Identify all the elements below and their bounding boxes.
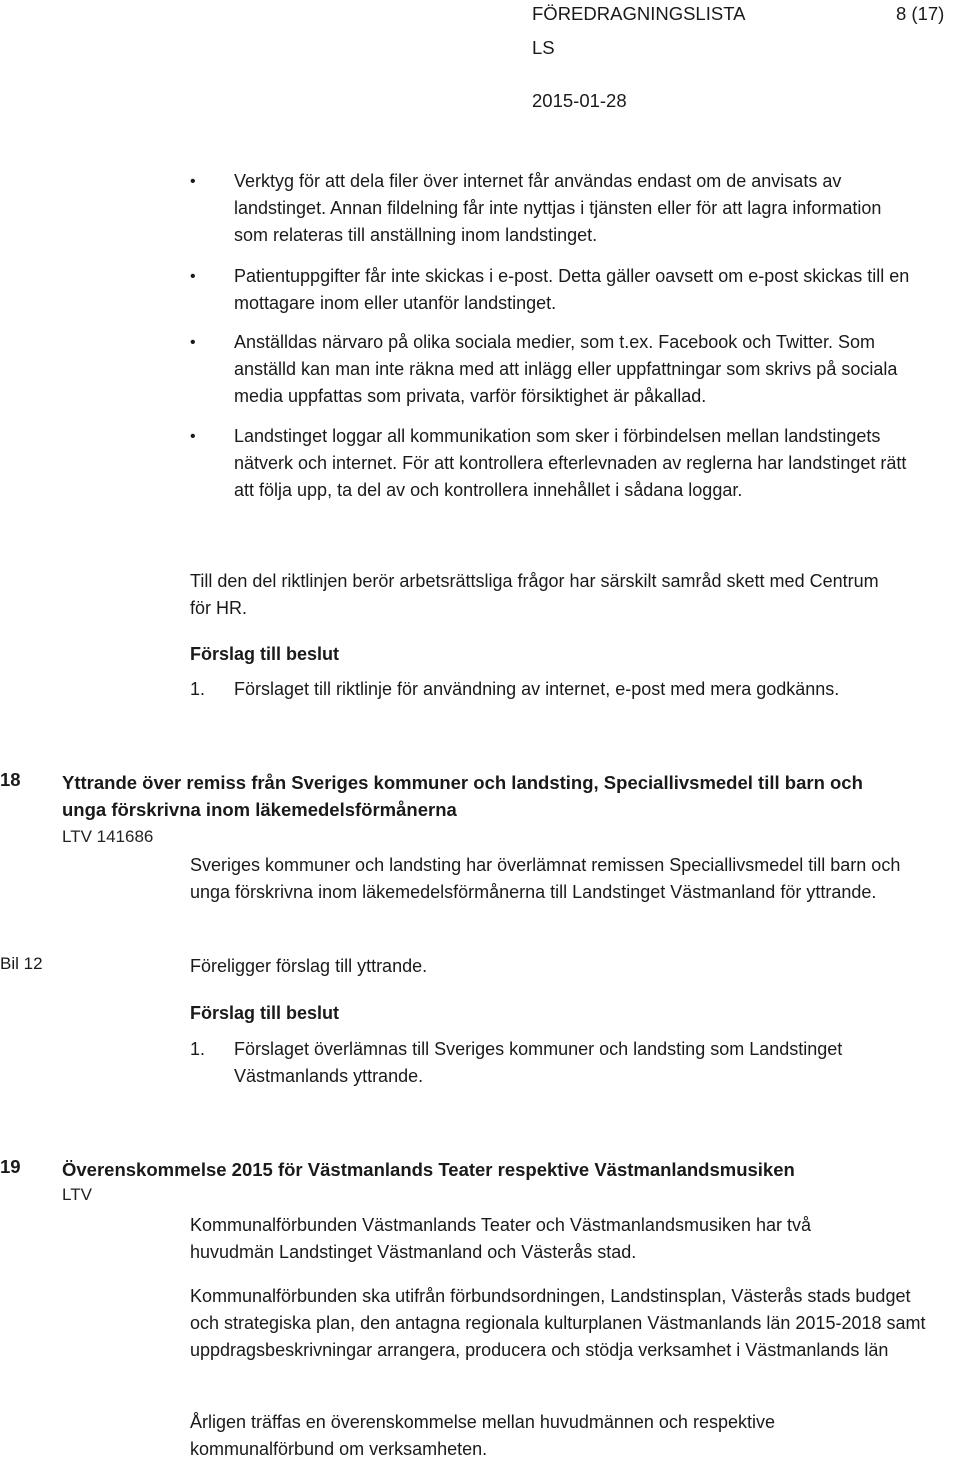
item-paragraph: Kommunalförbunden ska utifrån förbundsordningen, Landstinsplan, Västerås stads budget och strategiska plan, den antagna regionala kulturplanen Västmanlands län 2015-2018 samt uppdragsbeskrivningar arrangera, producera och stödja verksamhet i Västmanlands län — [190, 1286, 926, 1360]
proposal-item — [190, 676, 930, 703]
bullet-text: • Anställdas närvaro på olika sociala medier, som t.ex. Facebook och Twitter. Som anställd kan man inte räkna med att inlägg eller uppfattningar som skrivs på sociala media uppfattas som privata, varför försiktighet är påkallad. — [234, 332, 898, 406]
document-title: FÖREDRAGNINGSLISTA — [532, 3, 746, 24]
proposal-text: Förslaget till riktlinje för användning av internet, e-post med mera godkänns. — [234, 679, 840, 699]
bullet-text: • Verktyg för att dela filer över internet får användas endast om de anvisats av landstinget. Annan fildelning får inte nyttjas i tjänsten eller för att lagra information som relateras till anställning inom landstinget. — [234, 171, 882, 245]
attachment-label: Bil 12 — [0, 954, 43, 973]
agenda-item-title: Yttrande över remiss från Sveriges kommuner och landsting, Speciallivsmedel till barn och unga förskrivna inom läkemedelsförmånerna — [62, 772, 863, 820]
proposal-text: Förslaget överlämnas till Sveriges kommuner och landsting som Landstinget Västmanlands yttrande. — [234, 1039, 843, 1086]
item-paragraph: Kommunalförbunden Västmanlands Teater och Västmanlandsmusiken har två huvudmän Landstinget Västmanland och Västerås stad. — [190, 1215, 812, 1262]
agenda-item-title: Överenskommelse 2015 för Västmanlands Teater respektive Västmanlandsmusiken — [62, 1159, 795, 1180]
reference-number: LTV 141686 — [62, 827, 154, 846]
bullet-item — [190, 423, 914, 504]
bullet-item — [190, 329, 914, 410]
proposal-heading: Förslag till beslut — [190, 1003, 340, 1023]
proposal-number: 1. — [190, 1039, 206, 1059]
item-description: Sveriges kommuner och landsting har överlämnat remissen Speciallivsmedel till barn och unga förskrivna inom läkemedelsförmånerna till Landstinget Västmanland för yttrande. — [190, 855, 901, 902]
page-number: 8 (17) — [896, 3, 945, 24]
proposal-item — [190, 1036, 930, 1086]
document-date: 2015-01-28 — [532, 90, 627, 111]
bullet-text: • Patientuppgifter får inte skickas i e-post. Detta gäller oavsett om e-post skickas till en mottagare inom eller utanför landstinget. — [234, 266, 910, 313]
bullet-item — [190, 168, 914, 249]
proposal-heading: Förslag till beslut — [190, 644, 340, 664]
agenda-item-number: 19 — [0, 1156, 21, 1177]
bullet-item — [190, 263, 914, 317]
item-paragraph: Årligen träffas en överenskommelse mellan huvudmännen och respektive kommunalförbund om verksamheten. — [190, 1412, 775, 1459]
bullet-text: • Landstinget loggar all kommunikation som sker i förbindelsen mellan landstingets nätverk och internet. För att kontrollera efterlevnaden av reglerna har landstinget rätt att följa upp, ta del av och kontrollera innehållet i sådana loggar. — [234, 426, 907, 500]
consultation-note: Till den del riktlinjen berör arbetsrättsliga frågor har särskilt samråd skett med Centrum för HR. — [190, 571, 879, 618]
agenda-item-number: 18 — [0, 769, 21, 790]
organization-code: LS — [532, 37, 555, 58]
proposal-number: 1. — [190, 679, 206, 699]
presented-text: Föreligger förslag till yttrande. — [190, 956, 428, 976]
reference-number: LTV — [62, 1185, 92, 1204]
